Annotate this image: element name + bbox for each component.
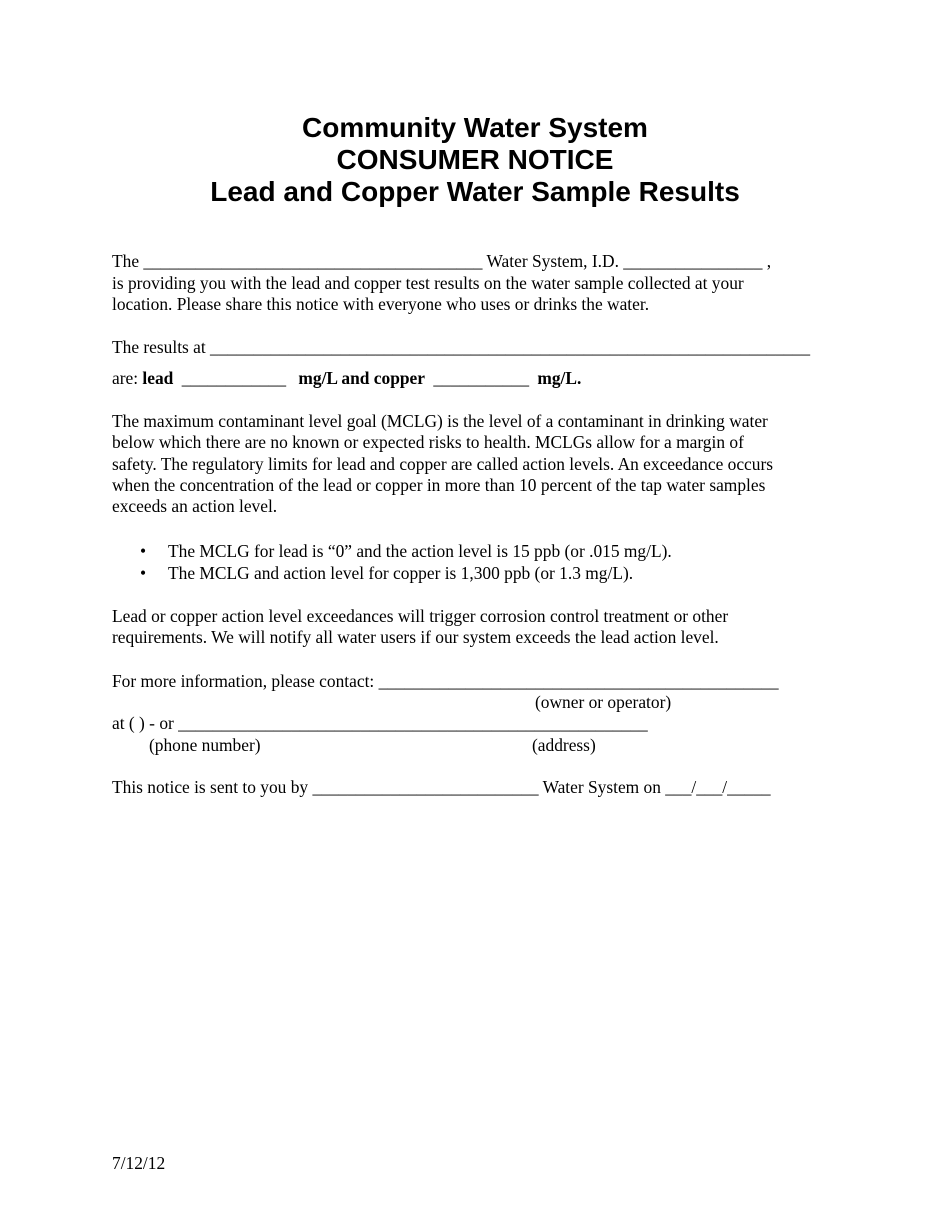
bullet-copper: The MCLG and action level for copper is 1,300 ppb (or 1.3 mg/L). [168, 563, 634, 583]
intro-line-1: The _______________________________________ Water System, I.D. ________________ , [112, 251, 772, 271]
phone-number-caption: (phone number) [149, 735, 261, 755]
results-values-line [112, 368, 581, 389]
phone-address-line: at ( ) - or ______________________________________________________ [112, 713, 648, 733]
exceedance-line-2: requirements. We will notify all water users if our system exceeds the lead action level. [112, 627, 719, 647]
lead-value-blank: ____________ [181, 368, 287, 388]
mclg-line-3: safety. The regulatory limits for lead and copper are called action levels. An exceedance occurs [112, 454, 774, 474]
are-label: are: [112, 368, 139, 388]
title-community-water-system: Community Water System [302, 112, 648, 143]
title-lead-copper-results: Lead and Copper Water Sample Results [210, 176, 740, 207]
results-location-line: The results at _____________________________________________________________________ [112, 337, 811, 357]
lead-unit-label: mg/L and copper [298, 368, 425, 388]
mclg-line-4: when the concentration of the lead or copper in more than 10 percent of the tap water samples [112, 475, 766, 495]
intro-line-3: location. Please share this notice with everyone who uses or drinks the water. [112, 294, 650, 314]
exceedance-line-1: Lead or copper action level exceedances will trigger corrosion control treatment or other [112, 606, 729, 626]
bullet-lead: The MCLG for lead is “0” and the action level is 15 ppb (or .015 mg/L). [168, 541, 672, 561]
mclg-line-5: exceeds an action level. [112, 496, 278, 516]
owner-operator-caption: (owner or operator) [535, 692, 672, 712]
bullet-dot-icon: • [140, 541, 147, 561]
footer-date: 7/12/12 [112, 1153, 166, 1173]
copper-unit-label: mg/L. [537, 368, 582, 388]
lead-label: lead [142, 368, 174, 388]
title-consumer-notice: CONSUMER NOTICE [336, 144, 614, 175]
mclg-line-1: The maximum contaminant level goal (MCLG) is the level of a contaminant in drinking water [112, 411, 768, 431]
bullet-dot-icon: • [140, 563, 147, 583]
copper-value-blank: ___________ [433, 368, 530, 388]
intro-line-2: is providing you with the lead and copper test results on the water sample collected at your [112, 273, 744, 293]
sent-by-line: This notice is sent to you by __________________________ Water System on ___/___/_____ [112, 777, 771, 797]
mclg-line-2: below which there are no known or expected risks to health. MCLGs allow for a margin of [112, 432, 744, 452]
contact-line: For more information, please contact: ______________________________________________ [112, 671, 779, 691]
address-caption: (address) [532, 735, 596, 755]
